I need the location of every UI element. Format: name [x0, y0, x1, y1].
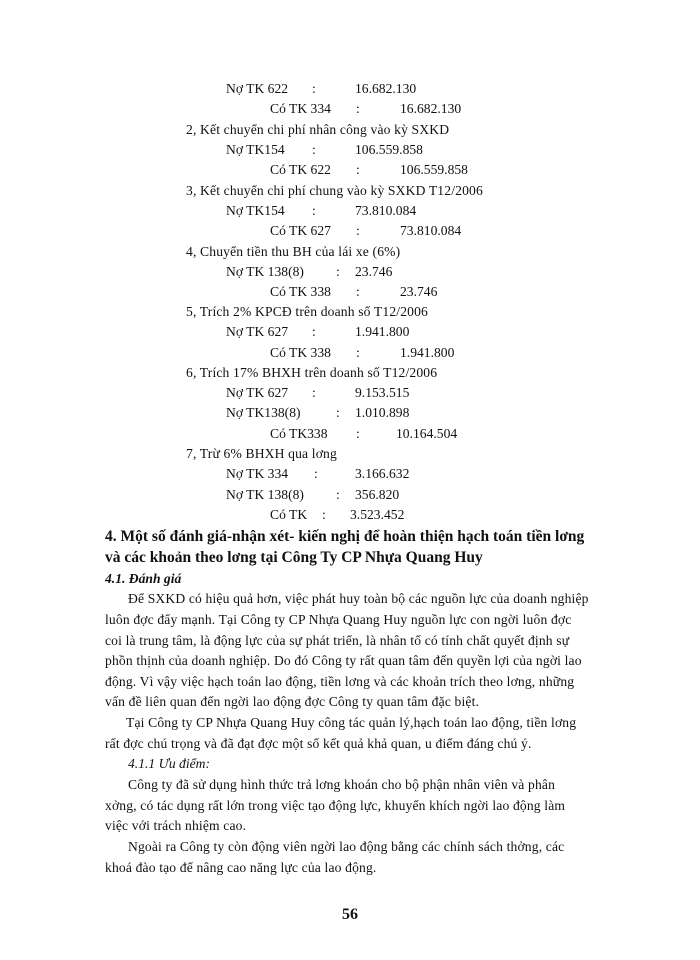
paragraph-line: Để SXKD có hiệu quả hơn, việc phát huy toàn bộ các nguồn lực của doanh nghiệp: [128, 591, 589, 606]
page-number: 56: [342, 906, 358, 923]
paragraph-line: khoá đào tạo để nâng cao năng lực của lao động.: [105, 860, 377, 875]
journal-item-title: 7, Trừ 6% BHXH qua lơng: [186, 446, 337, 461]
paragraph-line: xởng, có tác dụng rất lớn trong việc tạo động lực, khuyến khích ngời lao động làm: [105, 798, 566, 813]
journal-item-title: 6, Trích 17% BHXH trên doanh số T12/2006: [186, 365, 438, 380]
section-heading-continued: và các khoản theo lơng tại Công Ty CP Nhựa Quang Huy: [105, 549, 483, 566]
section-heading: 4. Một số đánh giá-nhận xét- kiến nghị để hoàn thiện hạch toán tiền lơng: [105, 528, 585, 545]
sub-subsection-heading: 4.1.1 Ưu điểm:: [128, 756, 210, 771]
paragraph-line: Tại Công ty CP Nhựa Quang Huy công tác quản lý,hạch toán lao động, tiền lơng: [126, 715, 577, 730]
paragraph-line: Ngoài ra Công ty còn động viên ngời lao động bằng các chính sách thởng, các: [128, 839, 565, 854]
paragraph-line: việc với trách nhiệm cao.: [105, 818, 247, 833]
journal-item-title: 4, Chuyển tiền thu BH của lái xe (6%): [186, 244, 401, 259]
paragraph-line: luôn đợc đẩy mạnh. Tại Công ty CP Nhựa Quang Huy nguồn lực con ngời luôn đợc: [105, 612, 572, 627]
journal-item-title: 5, Trích 2% KPCĐ trên doanh số T12/2006: [186, 304, 428, 319]
paragraph-line: vấn đề liên quan đến ngời lao động đợc Công ty quan tâm đặc biệt.: [105, 694, 480, 709]
journal-item-title: 2, Kết chuyển chi phí nhân công vào kỳ SXKD: [186, 122, 450, 137]
document-page: Nợ TK 622 : 16.682.130 Có TK 334 : 16.682.130 2, Kết chuyển chi phí nhân công vào kỳ SXKD Nợ TK154 : 106.559.858 Có TK 622 : 106.559.858 3, Kết chuyển chi phí chung vào kỳ SXKD T12/2006 Nợ TK154 : 73.810.084 Có TK 627 : 73.810.084 4, Chuyển tiền thu BH của lái xe (6%) Nợ TK 138(8) : 23.746 Có TK 338 : 23.746 5, Trích 2% KPCĐ trên doanh số T12/2006 Nợ TK 627 : 1.941.800 Có TK 338 : 1.941.800 6, Trích 17% BHXH trên doanh số T12/2006 Nợ TK 627 : 9.153.515 Nợ TK138(8) : 1.010.898 Có TK338 : 10.164.504 7, Trừ 6% BHXH qua lơng Nợ TK 334 : 3.166.632 Nợ TK 138(8) : 356.820 Có TK : 3.523.452 4. Một số đánh giá-nhận xét- kiến nghị để hoàn thiện hạch toán tiền lơng và các khoản theo lơng tại Công Ty CP Nhựa Quang Huy 4.1. Đánh giá Để SXKD có hiệu quả hơn, việc phát huy toàn bộ các nguồn lực của doanh nghiệp luôn đợc đẩy mạnh. Tại Công ty CP Nhựa Quang Huy nguồn lực con ngời luôn đợc coi là trung tâm, là động lực của sự phát triển, là nhân tố có tính chất quyết định sự phồn thịnh của doanh nghiệp. Do đó Công ty rất quan tâm đến quyền lợi của ngời lao động. Vì vậy việc hạch toán lao động, tiền lơng và các khoản trích theo lơng, những vấn đề liên quan đến ngời lao động đợc Công ty quan tâm đặc biệt. Tại Công ty CP Nhựa Quang Huy công tác quản lý,hạch toán lao động, tiền lơng rất đợc chú trọng và đã đạt đợc một số kết quả khả quan, u điểm đáng chú ý. 4.1.1 Ưu điểm: Công ty đã sử dụng hình thức trả lơng khoán cho bộ phận nhân viên và phân xởng, có tác dụng rất lớn trong việc tạo động lực, khuyến khích ngời lao động làm việc với trách nhiệm cao. Ngoài ra Công ty còn động viên ngời lao động bằng các chính sách thởng, các khoá đào tạo để nâng cao năng lực của lao động. 56: [0, 0, 700, 960]
paragraph-line: động. Vì vậy việc hạch toán lao động, tiền lơng và các khoản trích theo lơng, những: [105, 674, 575, 689]
paragraph-line: rất đợc chú trọng và đã đạt đợc một số kết quả khả quan, u điểm đáng chú ý.: [105, 736, 532, 751]
paragraph-line: Công ty đã sử dụng hình thức trả lơng khoán cho bộ phận nhân viên và phân: [128, 777, 556, 792]
journal-item-title: 3, Kết chuyển chi phí chung vào kỳ SXKD T12/2006: [186, 183, 483, 198]
subsection-heading: 4.1. Đánh giá: [105, 571, 182, 586]
paragraph-line: coi là trung tâm, là động lực của sự phát triển, là nhân tố có tính chất quyết định sự: [105, 633, 570, 648]
paragraph-line: phồn thịnh của doanh nghiệp. Do đó Công ty rất quan tâm đến quyền lợi của ngời lao: [105, 653, 582, 668]
